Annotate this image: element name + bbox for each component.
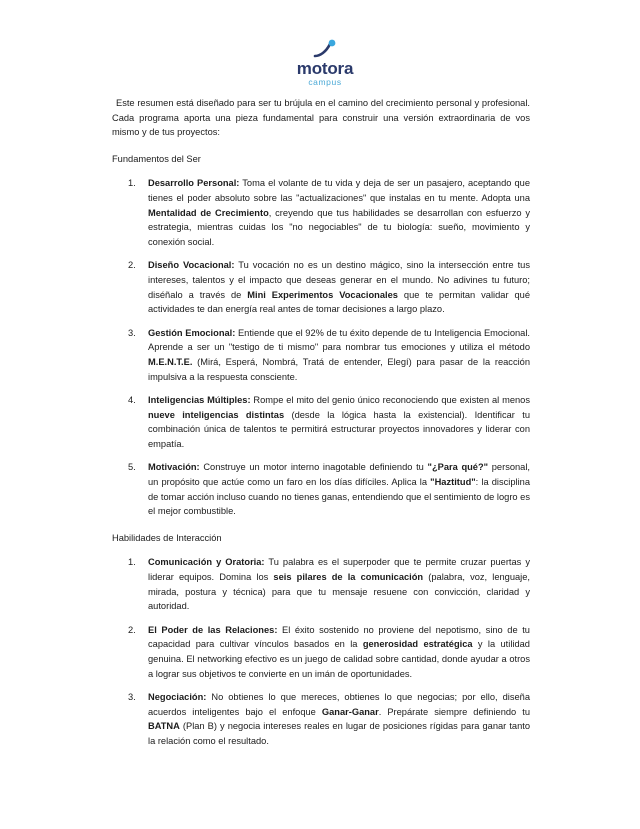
list-item [112, 258, 530, 316]
bold-phrase: seis pilares de la comunicación [273, 572, 424, 583]
list-number: 2. [128, 624, 136, 635]
numbered-list [112, 555, 530, 748]
text-run: No obtienes lo que mereces, obtienes lo que negocias; por ello, diseña acuerdos inteligentes bajo el enfoque [148, 692, 530, 717]
list-number: 4. [128, 395, 136, 406]
sections-container [112, 152, 530, 749]
bold-phrase: "Haztitud" [430, 477, 476, 488]
motora-campus-logo [285, 38, 365, 90]
list-item [112, 623, 530, 681]
text-run: : la disciplina de tomar acción incluso cuando no tienes ganas, entendiendo que el sentimiento de logro es el mejor combustible. [148, 477, 530, 517]
numbered-list [112, 176, 530, 518]
intro-paragraph: Este resumen está diseñado para ser tu brújula en el camino del crecimiento personal y profesional. Cada programa aporta una pieza fundamental para construir una versión extraordinaria de vos mismo y de tus proyectos: [112, 98, 530, 138]
bold-phrase: El Poder de las Relaciones: [148, 624, 278, 635]
bold-phrase: Desarrollo Personal: [148, 178, 240, 189]
document-body [112, 96, 530, 758]
bold-phrase: Mini Experimentos Vocacionales [247, 289, 398, 300]
bold-phrase: Diseño Vocacional: [148, 260, 235, 271]
text-run: (palabra, voz, lenguaje, mirada, postura y técnica) para que tu mensaje resuene con convicción, claridad y autoridad. [148, 572, 530, 612]
list-item [112, 326, 530, 384]
list-item [112, 690, 530, 748]
text-run: . Prepárate siempre definiendo tu [378, 706, 530, 717]
logo-subtitle: campus [308, 77, 342, 87]
text-run: Rompe el mito del genio único reconociendo que existen al menos [250, 395, 530, 406]
text-run: , creyendo que tus habilidades se desarrollan con esfuerzo y estrategia, mientras cuidas los "no negociables" de tu biología: sueño, movimiento y conexión social. [148, 207, 530, 247]
logo-mark-icon [312, 38, 338, 60]
text-run: y la utilidad genuina. El networking efectivo es un juego de calidad sobre cantidad, donde ayudar a otros a lograr sus objetivos te convierte en un imán de oportunidades. [148, 639, 530, 679]
bold-phrase: Motivación: [148, 462, 200, 473]
bold-phrase: generosidad estratégica [362, 639, 473, 650]
list-number: 1. [128, 557, 136, 568]
list-item [112, 555, 530, 613]
bold-phrase: Gestión Emocional: [148, 327, 236, 338]
bold-phrase: Mentalidad de Crecimiento [148, 207, 269, 218]
list-number: 1. [128, 178, 136, 189]
list-item [112, 176, 530, 249]
list-number: 3. [128, 692, 136, 703]
list-number: 5. [128, 462, 136, 473]
bold-phrase: nueve inteligencias distintas [148, 409, 285, 420]
text-run: personal, un propósito que actúe como un faro en los días difíciles. Aplica la [148, 462, 530, 488]
list-number: 2. [128, 260, 136, 271]
list-item [112, 393, 530, 451]
bold-phrase: BATNA [148, 721, 180, 732]
text-run: El éxito sostenido no proviene del nepotismo, sino de tu capacidad para cultivar vínculos basados en la [148, 624, 530, 650]
section-heading: Fundamentos del Ser [112, 153, 201, 164]
text-run: que te permitan validar qué actividades te dan energía real antes de tomar decisiones a largo plazo. [148, 289, 531, 315]
list-item [112, 460, 530, 518]
bold-phrase: Comunicación y Oratoria: [148, 557, 265, 568]
text-run: Tu vocación no es un destino mágico, sino la intersección entre tus intereses, talentos y el impacto que deseas generar en el mundo. No adivines tu futuro; diséñalo a través de [148, 260, 530, 300]
list-number: 3. [128, 327, 136, 338]
text-run: Toma el volante de tu vida y deja de ser un pasajero, aceptando que tienes el poder absoluto sobre las "actualizaciones" que instalas en tu mente. Adopta una [148, 178, 530, 203]
bold-phrase: Negociación: [148, 692, 207, 703]
bold-phrase: M.E.N.T.E. [148, 356, 193, 367]
bold-phrase: Inteligencias Múltiples: [148, 395, 251, 406]
logo-wordmark: motora [296, 59, 354, 78]
text-run: Entiende que el 92% de tu éxito depende de tu Inteligencia Emocional. Aprende a ser un "testigo de ti mismo" para nombrar tus emociones y utiliza el método [148, 327, 530, 353]
text-run: Construye un motor interno inagotable definiendo tu [199, 462, 428, 473]
text-run: Tu palabra es el superpoder que te permite cruzar puertas y liderar equipos. Domina los [148, 557, 531, 583]
bold-phrase: Ganar-Ganar [321, 706, 379, 717]
bold-phrase: "¿Para qué?" [427, 462, 489, 473]
section-heading: Habilidades de Interacción [112, 532, 222, 543]
text-run: (desde la lógica hasta la existencial). Identificar tu combinación única de talentos te permitirá estructurar proyectos innovadores y liderar con empatía. [148, 409, 530, 449]
text-run: (Plan B) y negocia intereses reales en lugar de posiciones rígidas para ganar tanto la relación como el resultado. [148, 721, 530, 746]
text-run: (Mirá, Esperá, Nombrá, Tratá de entender, Elegí) para pasar de la reacción impulsiva a la respuesta consciente. [148, 356, 530, 382]
